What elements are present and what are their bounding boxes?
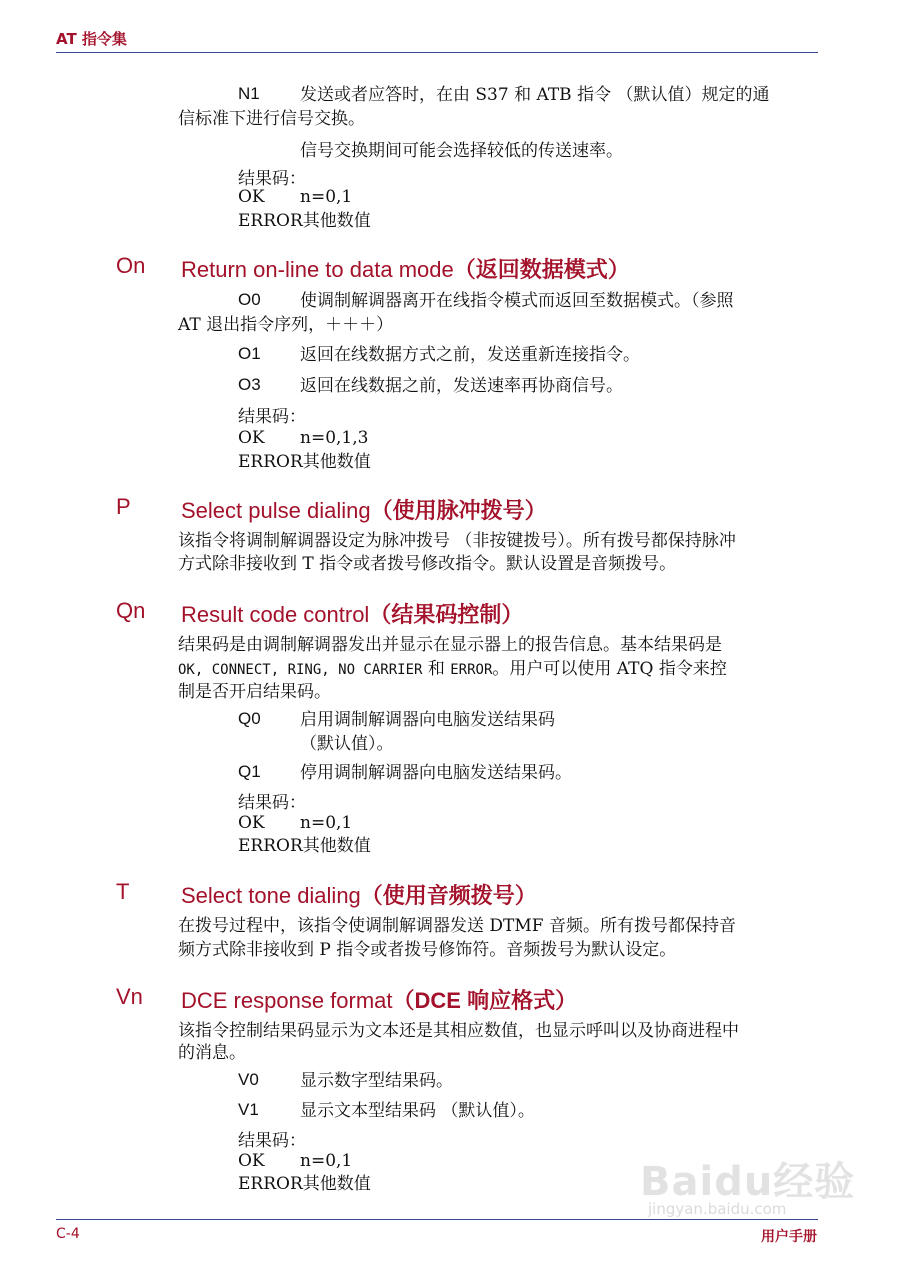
q0-line2: （默认值）。	[300, 734, 394, 754]
v1-text: 显示文本型结果码 （默认值）。	[300, 1101, 535, 1121]
q0-line1: 启用调制解调器向电脑发送结果码	[300, 710, 555, 730]
on-section-title	[181, 253, 630, 284]
n1-line2: 信标准下进行信号交换。	[178, 109, 365, 129]
qn-section-title	[181, 598, 523, 629]
t-section-code: T	[116, 879, 130, 904]
vn-line2: 的消息。	[178, 1043, 246, 1063]
qn-line1: 结果码是由调制解调器发出并显示在显示器上的报告信息。基本结果码是	[178, 635, 722, 655]
vn-line1: 该指令控制结果码显示为文本还是其相应数值，也显示呼叫以及协商进程中	[178, 1021, 739, 1041]
t-section-title	[181, 879, 537, 910]
p-title-zh: （使用脉冲拨号）	[370, 498, 547, 523]
manual-name: 用户手册	[761, 1229, 817, 1245]
q0-code: Q0	[238, 709, 261, 728]
qn-and: 和	[422, 659, 451, 679]
n1-note: 信号交换期间可能会选择较低的传送速率。	[300, 141, 623, 161]
n1-error-label: ERROR其他数值	[238, 211, 371, 231]
qn-line3: 制是否开启结果码。	[178, 682, 331, 702]
o0-line1: 使调制解调器离开在线指令模式而返回至数据模式。（参照	[300, 291, 734, 311]
v0-code: V0	[238, 1070, 259, 1089]
header-divider	[56, 52, 818, 53]
page-header-title: AT 指令集	[56, 30, 127, 48]
on-title-en: Return on-line to data mode	[181, 257, 454, 282]
p-line2: 方式除非接收到 T 指令或者拨号修改指令。默认设置是音频拨号。	[178, 554, 677, 574]
qn-title-zh: （结果码控制）	[369, 602, 524, 627]
baidu-watermark-url: jingyan.baidu.com	[648, 1200, 787, 1218]
o3-code: O3	[238, 375, 261, 394]
p-title-en: Select pulse dialing	[181, 498, 371, 523]
v1-code: V1	[238, 1100, 259, 1119]
qn-error-label: ERROR其他数值	[238, 836, 371, 856]
vn-ok-label: OK	[238, 1151, 265, 1171]
page-number: C-4	[56, 1226, 80, 1242]
v0-text: 显示数字型结果码。	[300, 1071, 453, 1091]
on-result-label: 结果码：	[238, 407, 306, 427]
on-ok-values: n=0,1,3	[300, 428, 369, 448]
n1-line1: 发送或者应答时，在由 S37 和 ATB 指令 （默认值）规定的通	[300, 85, 770, 105]
qn-line2-rest: 。用户可以使用 ATQ 指令来控	[492, 659, 727, 679]
n1-result-label: 结果码：	[238, 169, 306, 189]
qn-line2	[178, 658, 727, 681]
qn-ok-values: n=0,1	[300, 813, 353, 833]
qn-ok-label: OK	[238, 813, 265, 833]
o0-line2: AT 退出指令序列，＋＋＋）	[178, 315, 394, 335]
p-line1: 该指令将调制解调器设定为脉冲拨号 （非按键拨号）。所有拨号都保持脉冲	[178, 531, 736, 551]
t-line1: 在拨号过程中，该指令使调制解调器发送 DTMF 音频。所有拨号都保持音	[178, 916, 736, 936]
vn-ok-values: n=0,1	[300, 1151, 353, 1171]
vn-title-zh: （DCE 响应格式）	[392, 988, 578, 1013]
vn-result-label: 结果码：	[238, 1131, 306, 1151]
o1-code: O1	[238, 344, 261, 363]
baidu-watermark-logo: Baidu经验	[640, 1159, 856, 1205]
n1-ok-label: OK	[238, 187, 265, 207]
qn-result-label: 结果码：	[238, 793, 306, 813]
p-section-title	[181, 494, 547, 525]
vn-section-code: Vn	[116, 984, 143, 1009]
on-ok-label: OK	[238, 428, 265, 448]
on-error-label: ERROR其他数值	[238, 452, 371, 472]
qn-title-en: Result code control	[181, 602, 370, 627]
on-title-zh: （返回数据模式）	[453, 257, 630, 282]
q1-text: 停用调制解调器向电脑发送结果码。	[300, 763, 572, 783]
footer-divider	[56, 1219, 818, 1220]
o0-code: O0	[238, 290, 261, 309]
q1-code: Q1	[238, 762, 261, 781]
t-title-zh: （使用音频拨号）	[360, 883, 537, 908]
n1-ok-values: n=0,1	[300, 187, 353, 207]
o3-text: 返回在线数据之前，发送速率再协商信号。	[300, 376, 623, 396]
o1-text: 返回在线数据方式之前，发送重新连接指令。	[300, 345, 640, 365]
n1-code: N1	[238, 84, 260, 103]
qn-result-codes: OK, CONNECT, RING, NO CARRIER	[178, 662, 423, 678]
t-line2: 频方式除非接收到 P 指令或者拨号修饰符。音频拨号为默认设定。	[178, 940, 677, 960]
vn-error-label: ERROR其他数值	[238, 1174, 371, 1194]
vn-section-title	[181, 984, 577, 1015]
qn-error-code: ERROR	[450, 662, 493, 678]
p-section-code: P	[116, 494, 131, 519]
t-title-en: Select tone dialing	[181, 883, 361, 908]
on-section-code: On	[116, 253, 146, 278]
vn-title-en: DCE response format	[181, 988, 393, 1013]
qn-section-code: Qn	[116, 598, 146, 623]
